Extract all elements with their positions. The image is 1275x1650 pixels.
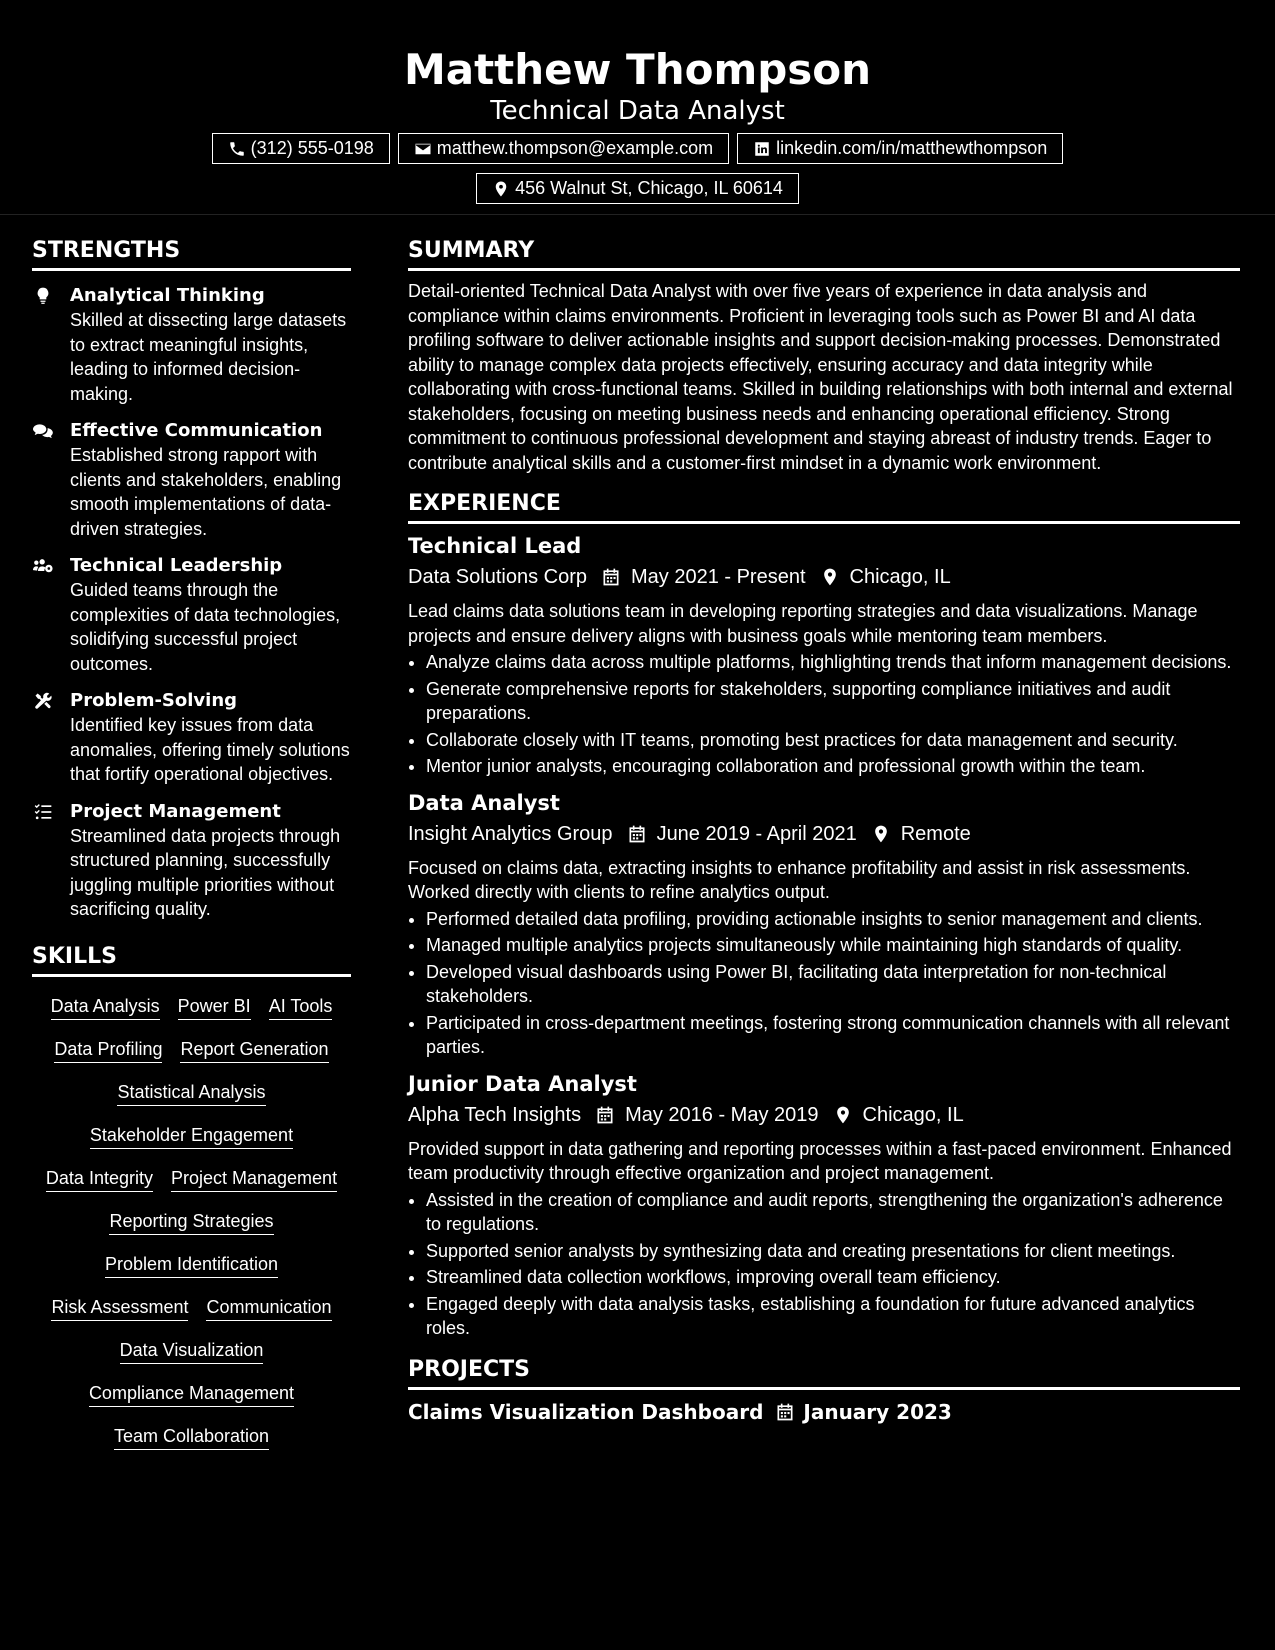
strength-item xyxy=(32,800,351,922)
job-bullet: • Supported senior analysts by synthesizing data and creating presentations for client meetings. xyxy=(426,1239,1240,1264)
job-dates: May 2016 - May 2019 xyxy=(625,1103,819,1126)
phone-text: (312) 555-0198 xyxy=(250,138,374,158)
job-meta xyxy=(408,1100,1240,1130)
job-bullet: • Engaged deeply with data analysis tasks, establishing a foundation for future advanced analytics roles. xyxy=(426,1292,1240,1341)
contact-linkedin[interactable] xyxy=(737,133,1063,164)
skill-tag: Data Analysis xyxy=(51,994,160,1020)
right-column xyxy=(408,236,1240,1426)
strength-item xyxy=(32,419,351,541)
strength-desc: Guided teams through the complexities of data technologies, solidifying successful project outcomes. xyxy=(70,580,341,674)
email-text: matthew.thompson@example.com xyxy=(436,138,714,158)
experience-heading: EXPERIENCE xyxy=(408,489,1240,524)
projects-heading: PROJECTS xyxy=(408,1355,1240,1390)
contact-list xyxy=(138,133,1138,204)
skill-tag: AI Tools xyxy=(269,994,333,1020)
phone-icon xyxy=(228,140,246,158)
linkedin-icon xyxy=(753,140,771,158)
contact-email[interactable] xyxy=(398,133,729,164)
job-bullet: • Performed detailed data profiling, providing actionable insights to senior management and clients. xyxy=(426,907,1240,932)
job-dates: May 2021 - Present xyxy=(630,566,806,588)
skill-tag: Statistical Analysis xyxy=(117,1080,265,1106)
job-bullet: • Analyze claims data across multiple platforms, highlighting trends that inform management decisions. xyxy=(426,650,1240,675)
strength-item xyxy=(32,689,351,787)
candidate-title: Technical Data Analyst xyxy=(490,96,785,126)
comments-icon xyxy=(32,421,54,441)
skill-tag: Project Management xyxy=(171,1166,337,1192)
job-company: Alpha Tech Insights xyxy=(408,1103,582,1126)
linkedin-text: linkedin.com/in/matthewthompson xyxy=(776,138,1048,158)
job-bullet: • Streamlined data collection workflows, improving overall team efficiency. xyxy=(426,1265,1240,1290)
resume-header xyxy=(0,0,1275,215)
strength-title: Problem-Solving xyxy=(70,690,238,711)
skills-list xyxy=(32,994,351,1450)
strength-item xyxy=(32,284,351,406)
job-location: Chicago, IL xyxy=(849,566,951,588)
envelope-icon xyxy=(414,140,432,158)
job-description: Lead claims data solutions team in developing reporting strategies and data visualizations. Manage projects and ensure delivery aligns with business goals while mentoring team members. xyxy=(408,601,1198,646)
contact-phone[interactable] xyxy=(212,133,390,164)
job-company: Data Solutions Corp xyxy=(408,566,587,588)
job-description: Provided support in data gathering and reporting processes within a fast-paced environment. Enhanced team productivity through effective organization and project management. xyxy=(408,1138,1232,1183)
skill-tag: Communication xyxy=(206,1295,331,1321)
strength-desc: Skilled at dissecting large datasets to extract meaningful insights, leading to informed decision-making. xyxy=(70,310,347,404)
skill-tag: Power BI xyxy=(178,994,251,1020)
candidate-name: Matthew Thompson xyxy=(403,45,872,94)
tools-icon xyxy=(32,691,54,711)
strength-title: Effective Communication xyxy=(70,420,323,441)
job-entry xyxy=(408,532,1240,779)
calendar-icon xyxy=(595,1105,615,1125)
map-marker-icon xyxy=(833,1105,853,1125)
contact-address xyxy=(476,173,799,204)
map-marker-icon xyxy=(871,824,891,844)
skills-heading: SKILLS xyxy=(32,942,351,977)
job-meta xyxy=(408,562,1240,592)
summary-text: Detail-oriented Technical Data Analyst with over five years of experience in data analysis and compliance within claims environments. Proficient in leveraging tools such as Power BI and AI data profiling software to deliver actionable insights and support decision-making processes. Demonstrated ability to manage complex data projects effectively, ensuring accuracy and data integrity while collaborating with cross-functional teams. Skilled in building relationships with both internal and external stakeholders, focusing on meeting business needs and enhancing operational efficiency. Strong commitment to continuous professional development and staying abreast of industry trends. Eager to contribute analytical skills and a customer-first mindset in a dynamic work environment. xyxy=(408,281,1233,473)
skill-tag: Report Generation xyxy=(180,1037,328,1063)
job-bullets xyxy=(426,907,1240,1060)
left-column xyxy=(32,236,351,1450)
job-location: Remote xyxy=(900,822,971,845)
strength-title: Technical Leadership xyxy=(70,555,283,576)
job-title: Data Analyst xyxy=(408,790,560,815)
job-location: Chicago, IL xyxy=(862,1103,964,1126)
project-date: January 2023 xyxy=(803,1399,952,1424)
job-meta xyxy=(408,819,1240,849)
project-entry xyxy=(408,1398,1240,1426)
strength-item xyxy=(32,554,351,676)
skill-tag: Risk Assessment xyxy=(51,1295,188,1321)
skill-tag: Team Collaboration xyxy=(114,1424,269,1450)
skill-tag: Problem Identification xyxy=(105,1252,278,1278)
job-bullet: • Participated in cross-department meetings, fostering strong communication channels with all relevant parties. xyxy=(426,1011,1240,1060)
calendar-icon xyxy=(601,567,621,587)
map-marker-icon xyxy=(492,180,510,198)
job-entry xyxy=(408,789,1240,1060)
strength-desc: Identified key issues from data anomalies, offering timely solutions that fortify operational objectives. xyxy=(70,715,350,784)
job-entry xyxy=(408,1070,1240,1341)
tasks-icon xyxy=(32,802,54,822)
strengths-heading: STRENGTHS xyxy=(32,236,351,271)
strength-desc: Streamlined data projects through structured planning, successfully juggling multiple priorities without sacrificing quality. xyxy=(70,825,341,919)
job-title: Junior Data Analyst xyxy=(408,1071,637,1096)
strength-title: Project Management xyxy=(70,800,281,822)
skill-tag: Data Profiling xyxy=(54,1037,162,1063)
skill-tag: Reporting Strategies xyxy=(109,1209,273,1235)
skill-tag: Data Integrity xyxy=(46,1166,153,1192)
job-bullets xyxy=(426,650,1240,779)
calendar-icon xyxy=(775,1402,795,1422)
strength-title: Analytical Thinking xyxy=(70,285,265,306)
map-marker-icon xyxy=(820,567,840,587)
job-bullet: • Assisted in the creation of compliance and audit reports, strengthening the organization's adherence to regulations. xyxy=(426,1188,1240,1237)
job-bullet: • Managed multiple analytics projects simultaneously while maintaining high standards of quality. xyxy=(426,933,1240,958)
job-company: Insight Analytics Group xyxy=(408,822,613,845)
job-bullet: • Developed visual dashboards using Power BI, facilitating data interpretation for non-technical stakeholders. xyxy=(426,960,1240,1009)
skill-tag: Data Visualization xyxy=(120,1338,264,1364)
skill-tag: Compliance Management xyxy=(89,1381,294,1407)
users-cog-icon xyxy=(32,556,54,576)
job-bullet: • Generate comprehensive reports for stakeholders, supporting compliance initiatives and audit preparations. xyxy=(426,677,1240,726)
project-title: Claims Visualization Dashboard xyxy=(408,1399,764,1424)
summary-heading: SUMMARY xyxy=(408,236,1240,271)
address-text: 456 Walnut St, Chicago, IL 60614 xyxy=(515,178,783,198)
lightbulb-icon xyxy=(32,286,54,306)
job-dates: June 2019 - April 2021 xyxy=(656,822,857,845)
job-description: Focused on claims data, extracting insights to enhance profitability and assist in risk assessments. Worked directly with clients to refine analytics output. xyxy=(408,857,1191,902)
job-bullet: • Collaborate closely with IT teams, promoting best practices for data management and security. xyxy=(426,728,1240,753)
calendar-icon xyxy=(627,824,647,844)
job-title: Technical Lead xyxy=(408,534,582,558)
job-bullet: • Mentor junior analysts, encouraging collaboration and professional growth within the team. xyxy=(426,754,1240,779)
skill-tag: Stakeholder Engagement xyxy=(90,1123,293,1149)
strength-desc: Established strong rapport with clients and stakeholders, enabling smooth implementations of data-driven strategies. xyxy=(70,445,342,539)
job-bullets xyxy=(426,1188,1240,1341)
